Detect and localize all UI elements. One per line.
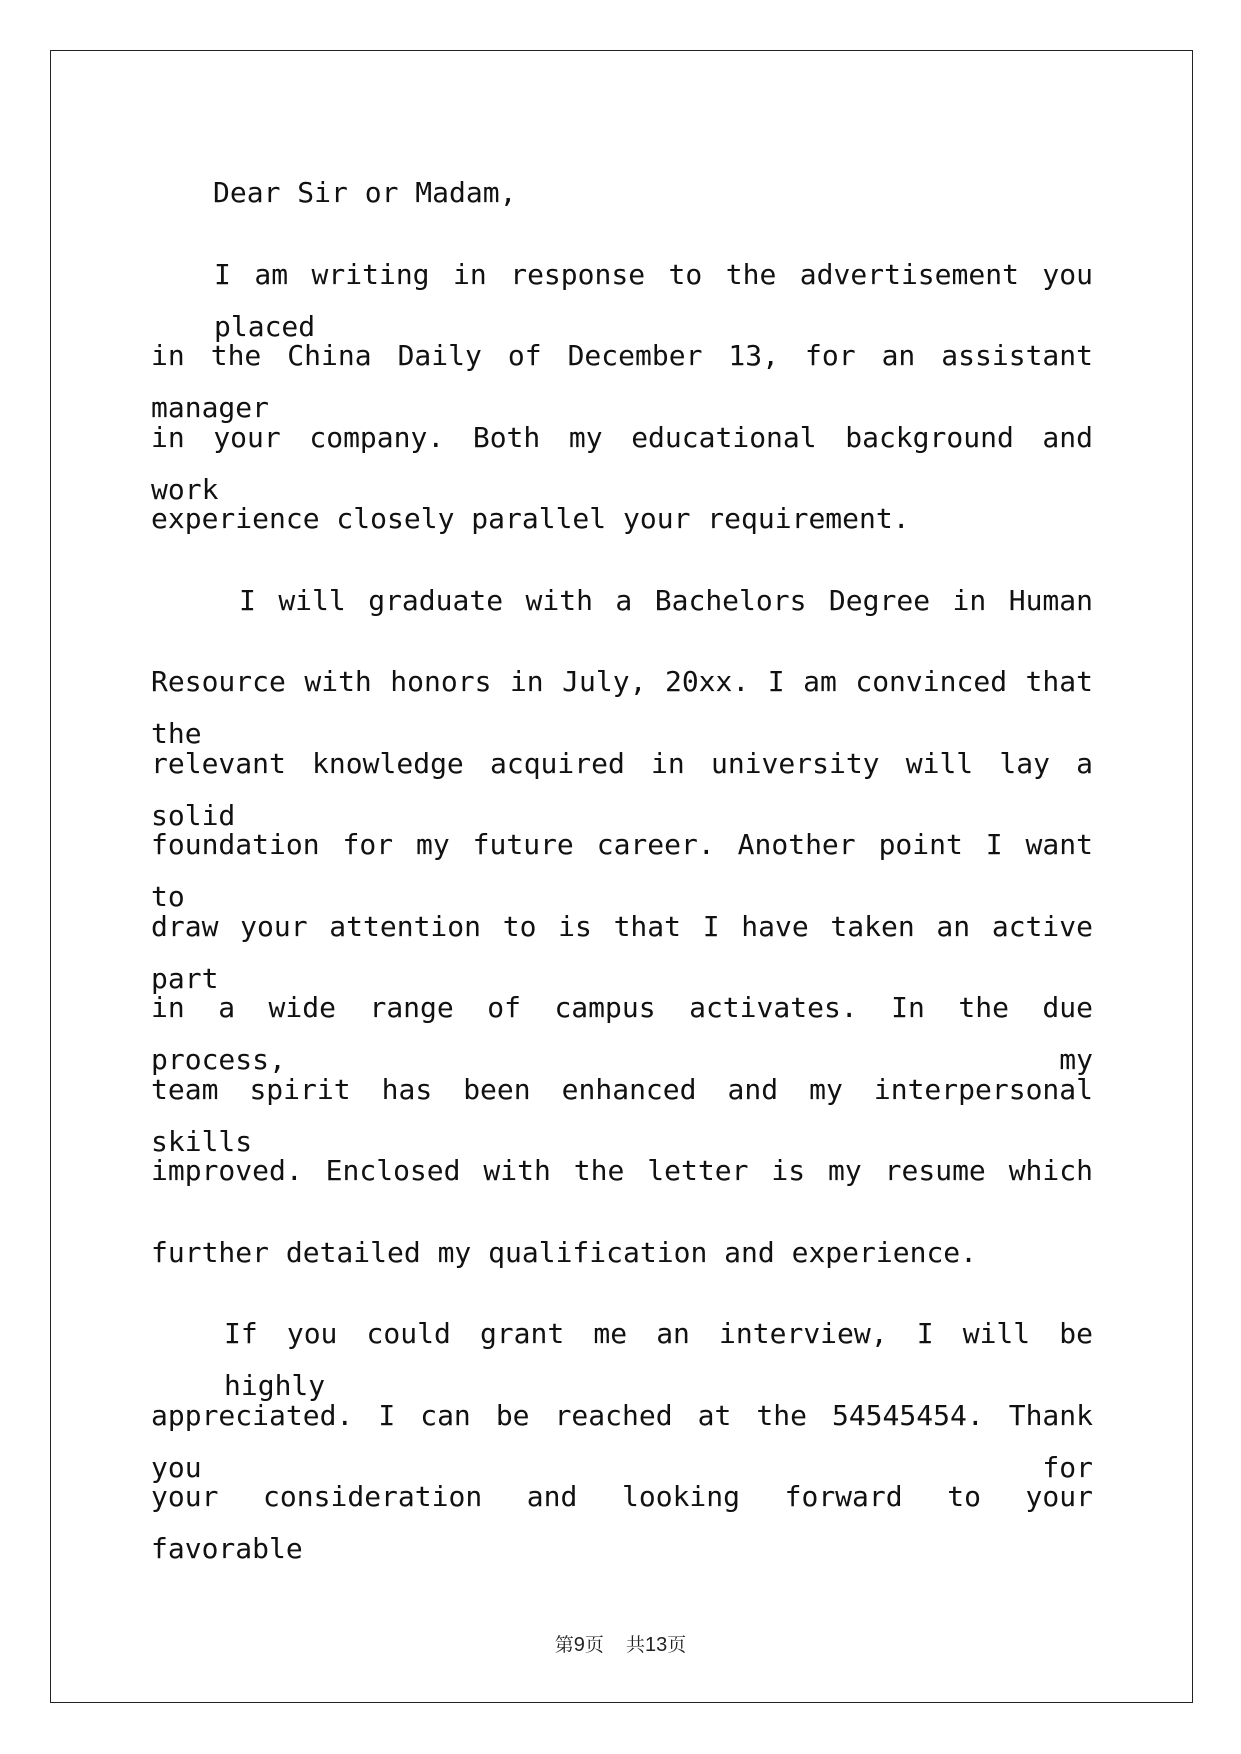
letter-body <box>151 167 1093 1565</box>
paragraph-2-line-5: draw your attention to is that I have taken an active part <box>151 909 1093 995</box>
total-prefix: 共 <box>625 1634 645 1656</box>
paragraph-2-line-4: foundation for my future career. Another point I want to <box>151 828 1093 913</box>
paragraph-1-line-4: experience closely parallel your requirement. <box>151 502 910 535</box>
total-suffix: 页 <box>667 1634 687 1656</box>
paragraph-3-line-1: If you could grant me an interview, I will be highly <box>224 1317 1093 1402</box>
paragraph-2-line-9: further detailed my qualification and experience. <box>151 1235 978 1269</box>
paragraph-3-line-3: your consideration and looking forward to your favorable <box>151 1480 1093 1565</box>
paragraph-3-line-2: appreciated. I can be reached at the 54545454. Thank you for <box>151 1398 1093 1484</box>
page-footer <box>0 1630 1241 1657</box>
page-prefix: 第 <box>554 1634 574 1656</box>
page-number: 9 <box>573 1634 585 1656</box>
paragraph-2-line-8: improved. Enclosed with the letter is my resume which <box>151 1154 1093 1187</box>
paragraph-2-line-7: team spirit has been enhanced and my interpersonal skills <box>151 1072 1093 1158</box>
paragraph-2-line-3: relevant knowledge acquired in university will lay a solid <box>151 746 1093 832</box>
total-pages: 13 <box>644 1634 668 1656</box>
page-suffix: 页 <box>584 1634 604 1656</box>
paragraph-1-line-3: in your company. Both my educational background and work <box>151 420 1093 506</box>
paragraph-2-line-2: Resource with honors in July, 20xx. I am convinced that the <box>151 665 1093 750</box>
paragraph-2-line-1: I will graduate with a Bachelors Degree in Human <box>239 583 1093 617</box>
salutation: Dear Sir or Madam, <box>213 176 517 209</box>
paragraph-1-line-2: in the China Daily of December 13, for an assistant manager <box>151 339 1093 424</box>
paragraph-2-line-6: in a wide range of campus activates. In the due process, my <box>151 991 1093 1076</box>
paragraph-1-line-1: I am writing in response to the advertisement you placed <box>214 257 1093 343</box>
